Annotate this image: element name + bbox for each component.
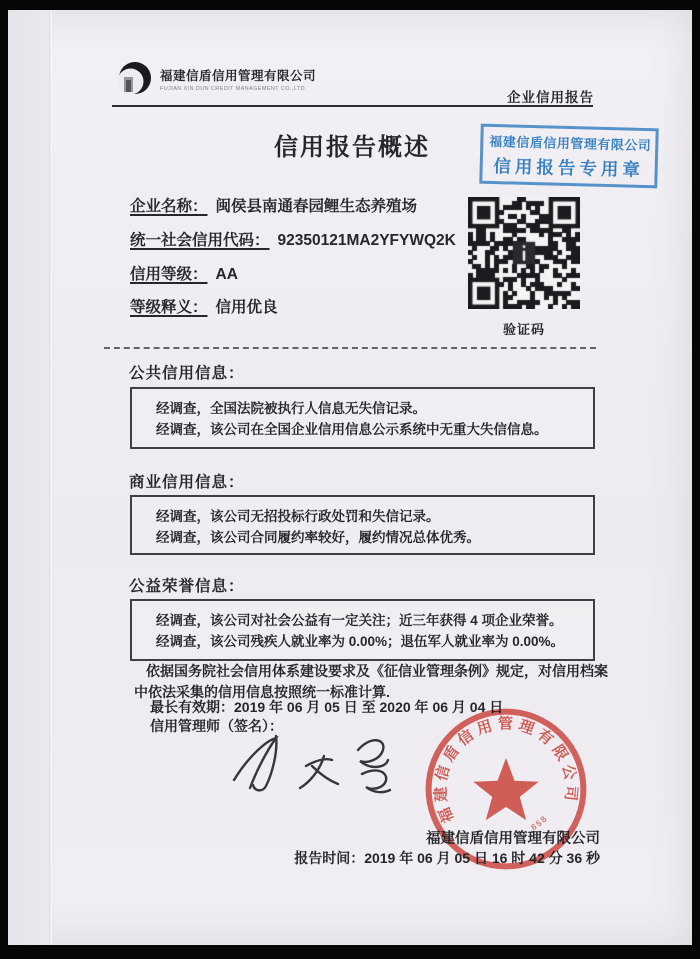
section-business-credit-heading: 商业信用信息： [129, 474, 245, 491]
legal-note-line-2: 中依法采集的信用信息按照统一标准计算. [134, 684, 390, 700]
honor-line-2: 经调查，该公司残疾人就业率为 0.00%；退伍军人就业率为 0.00%。 [156, 634, 565, 649]
blue-stamp-purpose-line: 信用报告专用章 [493, 156, 645, 180]
qr-code [468, 197, 580, 309]
field-credit-code-value: 92350121MA2YFYWQ2K [277, 232, 456, 249]
validity-label: 最长有效期： [150, 699, 234, 715]
dashed-separator [104, 347, 596, 349]
honor-line-1: 经调查，该公司对社会公益有一定关注；近三年获得 4 项企业荣誉。 [156, 613, 563, 628]
footer-report-time: 报告时间：2019 年 06 月 05 日 16 时 42 分 36 秒 [294, 850, 600, 866]
field-credit-rating-label: 信用等级： [130, 266, 208, 283]
page-title: 信用报告概述 [274, 134, 430, 161]
business-credit-line-1: 经调查，该公司无招投标行政处罚和失信记录。 [156, 509, 440, 524]
field-rating-meaning-value: 信用优良 [215, 299, 278, 316]
field-rating-meaning-label: 等级释义： [130, 299, 208, 316]
field-company-name-value: 闽侯县南通春园鲤生态养殖场 [215, 198, 418, 215]
header-rule [112, 105, 593, 107]
paper-under-edge [8, 10, 50, 945]
field-rating-meaning [130, 295, 278, 317]
blue-stamp-company-line: 福建信盾信用管理有限公司 [489, 133, 652, 154]
section-public-credit-box [130, 387, 595, 449]
field-credit-code-label: 统一社会信用代码： [130, 232, 270, 249]
section-public-credit-heading: 公共信用信息： [129, 365, 245, 382]
seal-ring-text: 福建信盾信用管理有限公司 [432, 715, 580, 826]
field-credit-code [130, 228, 456, 250]
logo-company-name-en: FUJIAN XIN DUN CREDIT MANAGEMENT CO.,LTD [160, 86, 305, 92]
signature-label: 信用管理师（签名）： [150, 718, 283, 734]
section-honor-box [130, 599, 595, 661]
field-credit-rating-value: AA [215, 266, 238, 283]
company-logo-icon [116, 60, 156, 100]
field-company-name [130, 194, 417, 216]
section-business-credit-box [130, 495, 595, 555]
section-honor-heading: 公益荣誉信息： [129, 578, 245, 595]
field-credit-rating [130, 262, 238, 284]
company-logo-text [160, 66, 316, 92]
business-credit-line-2: 经调查，该公司合同履约率较好，履约情况总体优秀。 [156, 530, 480, 545]
public-credit-line-1: 经调查，全国法院被执行人信息无失信记录。 [156, 401, 426, 416]
legal-note-line-1: 依据国务院社会信用体系建设要求及《征信业管理条例》规定，对信用档案 [146, 663, 608, 679]
field-company-name-label: 企业名称： [130, 198, 208, 215]
logo-company-name-cn: 福建信盾信用管理有限公司 [160, 69, 317, 83]
validity-value: 2019 年 06 月 05 日 至 2020 年 06 月 04 日 [234, 699, 504, 715]
seal-serial-text: 658 [529, 812, 550, 833]
public-credit-line-2: 经调查，该公司在全国企业信用信息公示系统中无重大失信信息。 [156, 422, 548, 437]
footer-company-name: 福建信盾信用管理有限公司 [426, 831, 600, 847]
report-type-label: 企业信用报告 [507, 90, 594, 105]
manager-signature [220, 726, 430, 811]
paper-crease-line [49, 10, 52, 945]
qr-caption: 验证码 [502, 322, 545, 337]
seal-star-icon [473, 758, 538, 820]
blue-certification-stamp [479, 124, 659, 189]
